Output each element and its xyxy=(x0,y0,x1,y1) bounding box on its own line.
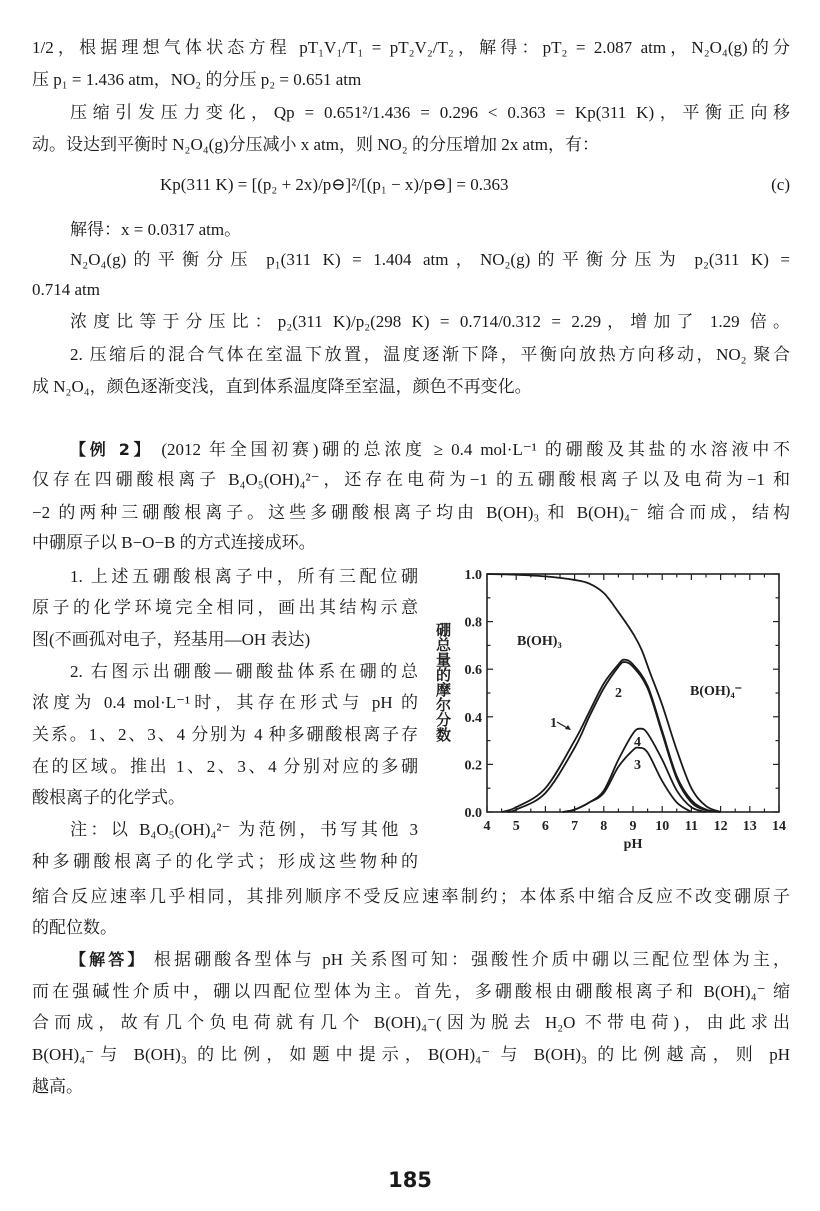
x-axis-label: pH xyxy=(623,837,643,852)
answer-label: 【解答】 xyxy=(70,950,147,969)
line-text: 缩合反应速率几乎相同，其排列顺序不受反应速率制约；本体系中缩合反应不改变硼原子 xyxy=(32,887,790,906)
y-tick-label: 0.8 xyxy=(464,615,482,631)
boh4-label: B(OH)₄⁻ xyxy=(690,684,743,699)
series-line-boh3-boundary xyxy=(487,574,721,812)
x-tick-label: 5 xyxy=(512,819,520,834)
curve-2-label: 2 xyxy=(615,686,622,701)
line-text: −2 的两种三硼酸根离子。这些多硼酸根离子均由 B(OH)₃ 和 B(OH)₄⁻ 缩合而成，结构 xyxy=(32,503,790,522)
line-text: 而在强碱性介质中，硼以四配位型体为主。首先，多硼酸根由硼酸根离子和 B(OH)₄⁻ 缩 xyxy=(32,982,790,1001)
x-tick-label: 8 xyxy=(600,819,608,834)
curve-3-label: 3 xyxy=(634,758,641,773)
x-tick-label: 7 xyxy=(571,819,579,834)
line-text: 种多硼酸根离子的化学式；形成这些物种的 xyxy=(32,852,418,871)
x-tick-label: 12 xyxy=(713,819,728,834)
line-text: 中硼原子以 B−O−B 的方式连接成环。 xyxy=(32,533,316,552)
y-tick-label: 0.6 xyxy=(464,663,482,679)
x-tick-label: 13 xyxy=(742,819,757,834)
line-text: 2. 压缩后的混合气体在室温下放置，温度逐渐下降，平衡向放热方向移动，NO₂ 聚合 xyxy=(70,345,790,364)
line-text: 2. 右图示出硼酸—硼酸盐体系在硼的总 xyxy=(70,662,418,681)
line-text: 酸根离子的化学式。 xyxy=(32,788,185,807)
x-tick-label: 9 xyxy=(629,819,637,834)
line-text: 1. 上述五硼酸根离子中，所有三配位硼 xyxy=(70,567,418,586)
curve-4-label: 4 xyxy=(634,735,641,750)
line-text: 合而成，故有几个负电荷就有几个 B(OH)₄⁻(因为脱去 H₂O 不带电荷)，由此求出 xyxy=(32,1013,790,1032)
line-text: 越高。 xyxy=(32,1077,83,1096)
series-line-curve-2 xyxy=(507,662,720,812)
line-text: 解得：x = 0.0317 atm。 xyxy=(70,220,242,239)
y-tick-label: 0.4 xyxy=(464,710,482,726)
line-text: 成 N₂O₄，颜色逐渐变浅，直到体系温度降至室温，颜色不再变化。 xyxy=(32,377,532,396)
equation-number: (c) xyxy=(771,175,790,194)
line-text: 1/2，根据理想气体状态方程 pT₁V₁/T₁ = pT₂V₂/T₂，解得：pT₂ = 2.087 atm，N₂O₄(g)的分 xyxy=(32,38,790,57)
x-tick-label: 10 xyxy=(655,819,670,834)
line-text: 原子的化学环境完全相同，画出其结构示意 xyxy=(32,598,418,617)
line-text: 在的区域。推出 1、2、3、4 分别对应的多硼 xyxy=(32,757,418,776)
line-text: N₂O₄(g)的平衡分压 p₁(311 K) = 1.404 atm，NO₂(g)的平衡分压为 p₂(311 K) = xyxy=(70,250,790,269)
line-text: 压 p₁ = 1.436 atm，NO₂ 的分压 p₂ = 0.651 atm xyxy=(32,70,362,89)
line-text: 仅存在四硼酸根离子 B₄O₅(OH)₄²⁻，还存在电荷为−1 的五硼酸根离子以及电荷为−1 和 xyxy=(32,470,790,489)
curve-1-label: 1 xyxy=(550,716,557,731)
y-tick-label: 0.2 xyxy=(464,758,482,774)
line-text: 浓度为 0.4 mol·L⁻¹时，其存在形式与 pH 的 xyxy=(32,693,418,712)
line-text: 注：以 B₄O₅(OH)₄²⁻ 为范例，书写其他 3 xyxy=(70,820,418,839)
line-text: (2012 年全国初赛)硼的总浓度 ≥ 0.4 mol·L⁻¹ 的硼酸及其盐的水溶液中不 xyxy=(153,440,790,459)
line-text: 压缩引发压力变化，Qp = 0.651²/1.436 = 0.296 < 0.363 = Kp(311 K)，平衡正向移 xyxy=(70,103,790,122)
line-text: 关系。1、2、3、4 分别为 4 种多硼酸根离子存 xyxy=(32,725,418,744)
x-tick-label: 11 xyxy=(684,819,699,834)
x-tick-label: 6 xyxy=(541,819,549,834)
series-line-curve-1 xyxy=(502,660,721,812)
x-tick-label: 14 xyxy=(772,819,786,834)
example-label: 【例 2】 xyxy=(70,440,154,459)
line-text: 的配位数。 xyxy=(32,918,117,937)
x-tick-label: 4 xyxy=(483,819,491,834)
page-number: 185 xyxy=(388,1168,432,1192)
line-text: 根据硼酸各型体与 pH 关系图可知：强酸性介质中硼以三配位型体为主， xyxy=(146,950,790,969)
y-tick-label: 1.0 xyxy=(464,568,482,583)
equation-c: Kp(311 K) = [(p₂ + 2x)/p⊖]²/[(p₁ − x)/p⊖] = 0.363 xyxy=(160,175,509,194)
line-text: B(OH)₄⁻与 B(OH)₃ 的比例，如题中提示，B(OH)₄⁻ 与 B(OH)₃ 的比例越高，则 pH xyxy=(32,1045,790,1064)
y-tick-label: 0.0 xyxy=(464,806,482,821)
line-text: 浓度比等于分压比：p₂(311 K)/p₂(298 K) = 0.714/0.312 = 2.29，增加了 1.29 倍。 xyxy=(70,312,790,331)
chart-y-axis-label: 硼总量的摩尔分数 xyxy=(434,622,452,742)
line-text: 0.714 atm xyxy=(32,280,100,299)
line-text: 图(不画孤对电子，羟基用—OH 表达) xyxy=(32,630,311,649)
boh3-label: B(OH)₃ xyxy=(517,634,562,649)
line-text: 动。设达到平衡时 N₂O₄(g)分压减小 x atm，则 NO₂ 的分压增加 2x atm，有： xyxy=(32,135,599,154)
